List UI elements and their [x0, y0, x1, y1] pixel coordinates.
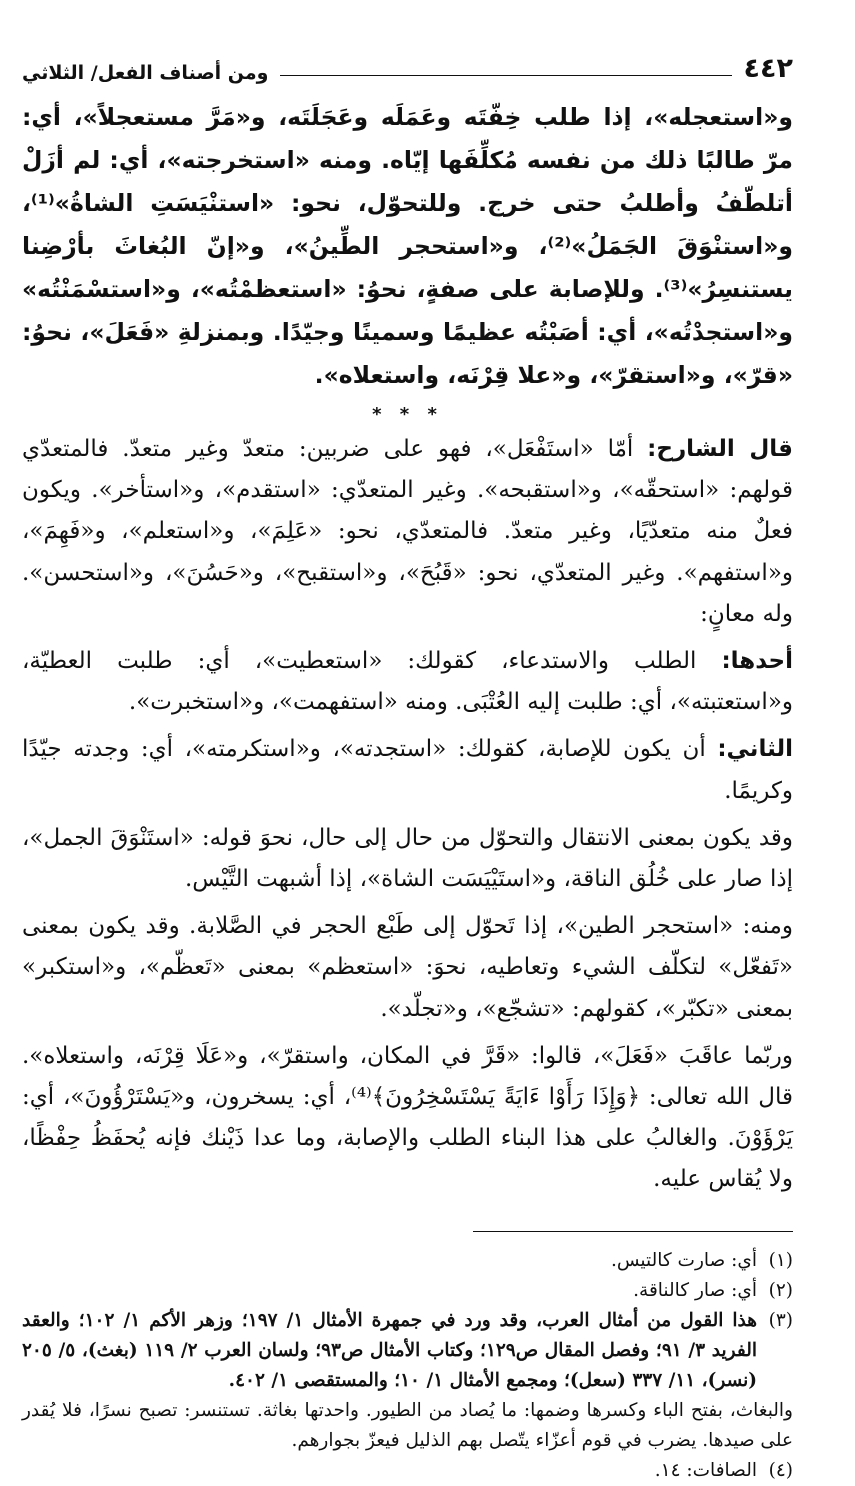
paragraph-text: الطلب والاستدعاء، كقولك: «استعطيت»، أي: طلبت العطيّة، و«استعتبته»، أي: طلبت إليه العُتْبَى. ومنه «استفهمت»، و«استخبرت».: [22, 648, 793, 716]
commentary-paragraph: [22, 1036, 793, 1201]
section-separator: * * *: [372, 404, 443, 425]
paragraph-text: وقد يكون بمعنى الانتقال والتحوّل من حال إلى حال، نحوَ قوله: «استَنْوَقَ الجمل»، إذا صار على خُلُق الناقة، و«استَيْيَسَت الشاة»، إذا أشبهت التَّيْس.: [22, 824, 793, 893]
commentary: [22, 429, 793, 1201]
commentary-paragraph: [22, 429, 793, 635]
footnotes: [22, 1246, 793, 1486]
footnote-number: (٤): [768, 1459, 793, 1481]
footnote-text: والبغاث، بفتح الباء وكسرها وضمها: ما يُصاد من الطيور. واحدتها بغاثة. تستنسر: تصبح نسرًا، فلا يُقدر على صيدها. يضرب في قوم أعزّاء يتّصل بهم الذليل فيعزّ بجوارهم.: [22, 1399, 793, 1451]
commentary-paragraph: [22, 641, 793, 723]
book-page: [22, 44, 794, 1481]
footnote-item: [22, 1456, 793, 1486]
running-head: ومن أصناف الفعل/ الثلاثي: [22, 62, 269, 84]
paragraph-text: ومنه: «استحجر الطين»، إذا تَحوّل إلى طَبْع الحجر في الصَّلابة. وقد يكون بمعنى «تَفعّل» لتكلّف الشيء وتعاطيه، نحوَ: «استعظم» بمعنى «تَعظّم»، و«استكبر» بمعنى «تكبّر»، كقولهم: «تشجّع»، و«تجلّد».: [22, 913, 793, 1022]
matn-paragraph: و«استعجله»، إذا طلب خِفّتَه وعَمَلَه وعَجَلَتَه، و«مَرَّ مستعجلاً»، أي: مرّ طالبًا ذلك من نفسه مُكلِّفَها إيّاه. ومنه «استخرجته»، أي: لم أزَلْ أتلطّفُ وأطلبُ حتى خرج. وللتحوّل، نحو: «استنْيَسَتِ الشاةُ»⁽¹⁾، و«استنْوَقَ الجَمَلُ»⁽²⁾، و«استحجر الطِّينُ»، و«إنّ البُغاثَ بأرْضِنا يستنسِرُ»⁽³⁾. وللإصابة على صفةٍ، نحوُ: «استعظمْتُه»، و«استسْمَنْتُه» و«استجدْتُه»، أي: أصَبْتُه عظيمًا وسمينًا وجيّدًا. وبمنزلةِ «فَعَلَ»، نحوُ: «قرّ»، و«استقرّ»، و«علا قِرْنَه، واستعلاه».: [22, 103, 794, 389]
matn-text: [22, 96, 793, 397]
footnote-text: هذا القول من أمثال العرب، وقد ورد في جمهرة الأمثال ١/ ١٩٧؛ وزهر الأكم ١/ ١٠٢؛ والعقد الفريد ٣/ ٩١؛ وفصل المقال ص١٢٩؛ وكتاب الأمثال ص٩٣؛ ولسان العرب ٢/ ١١٩ (بغث)، ٥/ ٢٠٥ (نسر)، ١١/ ٣٣٧ (سعل)؛ ومجمع الأمثال ١/ ١٠؛ والمستقصى ١/ ٤٠٢.: [22, 1309, 758, 1391]
commentary-paragraph: [22, 729, 793, 811]
footnote-item: [22, 1246, 793, 1276]
footnote-number: (١): [768, 1249, 793, 1271]
paragraph-text: أمّا «استَفْعَل»، فهو على ضربين: متعدّ وغير متعدّ. فالمتعدّي قولهم: «استحقّه»، و«استقبحه». وغير المتعدّي: «استقدم»، و«استأخر». ويكون فعلٌ منه متعدّيًا، وغير متعدّ. فالمتعدّي، نحو: «عَلِمَ»، و«استعلم»، و«فَهِمَ»، و«استفهم». وغير المتعدّي، نحو: «قَبُحَ»، و«استقبح»، و«حَسُنَ»، و«استحسن». وله معانٍ:: [22, 436, 793, 627]
commentary-paragraph: [22, 818, 793, 900]
paragraph-text: أن يكون للإصابة، كقولك: «استجدته»، و«استكرمته»، أي: وجدته جيّدًا وكريمًا.: [22, 736, 793, 804]
footnote-text: الصافات: ١٤.: [654, 1459, 757, 1481]
paragraph-lead: أحدها:: [721, 648, 793, 675]
paragraph-lead: قال الشارح:: [647, 436, 793, 462]
footnote-number: (٢): [768, 1279, 793, 1301]
commentary-paragraph: [22, 906, 793, 1030]
footnote-continuation: [22, 1396, 793, 1456]
footnote-divider: [473, 1231, 793, 1232]
paragraph-lead: الثاني:: [717, 736, 793, 763]
page-header: [22, 44, 793, 84]
paragraph-text: وربّما عاقَبَ «فَعَلَ»، قالوا: «قَرَّ في المكان، واستقرّ»، و«عَلَا قِرْنَه، واستعلاه». قال الله تعالى: ﴿وَإِذَا رَأَوْا ءَايَةً يَسْتَسْخِرُونَ﴾⁽⁴⁾، أي: يسخرون، و«يَسْتَرْؤُونَ»، أي: يَرْؤَوْنَ. والغالبُ على هذا البناء الطلب والإصابة، وما عدا ذَيْنك فإنه يُحفَظُ حِفْظًا، ولا يُقاس عليه.: [22, 1042, 793, 1193]
footnote-text: أي: صار كالناقة.: [633, 1279, 757, 1301]
footnote-item: [22, 1306, 793, 1396]
footnote-number: (٣): [768, 1309, 793, 1331]
footnote-item: [22, 1276, 793, 1306]
header-rule: [280, 75, 731, 76]
page-number: ٤٤٢: [743, 53, 793, 84]
footnote-text: أي: صارت كالتيس.: [610, 1249, 757, 1271]
